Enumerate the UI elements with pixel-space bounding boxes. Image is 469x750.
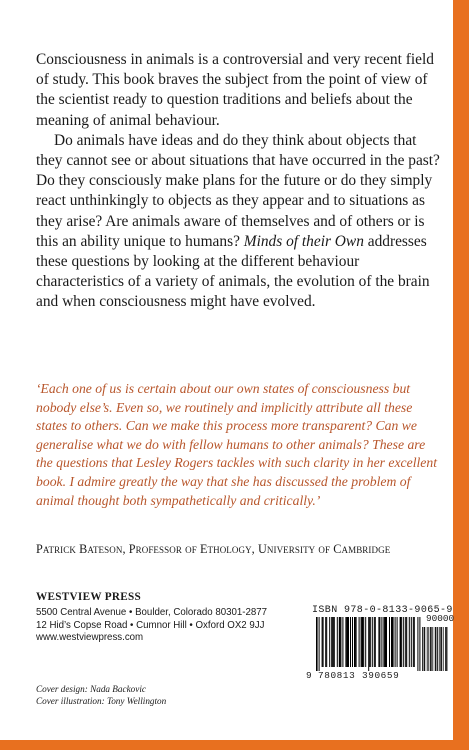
publisher-address-1: 5500 Central Avenue • Boulder, Colorado 80301-2877 xyxy=(36,607,268,618)
addon-bar xyxy=(440,627,441,671)
barcode-bar xyxy=(381,617,382,667)
cover-border-bottom xyxy=(0,740,469,750)
addon-bar xyxy=(446,627,447,671)
barcode-bar xyxy=(389,617,390,667)
barcode-bar xyxy=(329,617,330,667)
addon-bar xyxy=(436,627,437,671)
isbn-label: ISBN 978-0-8133-9065-9 xyxy=(312,605,453,616)
barcode-bar xyxy=(413,617,414,667)
addon-bar xyxy=(424,627,425,671)
barcode-addon-number: 90000 xyxy=(426,613,455,624)
barcode-bar xyxy=(403,617,404,667)
barcode-bar xyxy=(369,617,371,667)
book-title-italic: Minds of their Own xyxy=(243,232,364,250)
addon-barcode xyxy=(422,627,448,671)
barcode-bar xyxy=(319,617,320,671)
barcode-bar xyxy=(414,617,415,667)
barcode-bar xyxy=(378,617,379,667)
publisher-name: WESTVIEW PRESS xyxy=(36,591,142,603)
barcode-bar xyxy=(392,617,394,667)
barcode-bar xyxy=(375,617,376,667)
addon-bar xyxy=(437,627,438,671)
barcode-bar xyxy=(379,617,380,667)
barcode-bar xyxy=(322,617,323,667)
addon-bar xyxy=(424,627,425,671)
barcode-bar xyxy=(386,617,387,667)
barcode-bar xyxy=(359,617,360,667)
barcode-right-digits: 390659 xyxy=(362,670,400,681)
barcode-bar xyxy=(384,617,386,667)
cover-border-right xyxy=(453,0,469,750)
barcode-bar xyxy=(331,617,333,667)
barcode-bar xyxy=(383,617,384,667)
cover-design-credit: Cover design: Nada Backovic xyxy=(36,684,146,694)
barcode-bar xyxy=(400,617,402,667)
barcode-bar xyxy=(361,617,362,667)
barcode-bar xyxy=(409,617,410,667)
addon-bar xyxy=(441,627,442,671)
publisher-website: www.westviewpress.com xyxy=(36,632,144,644)
addon-bar xyxy=(439,627,440,671)
barcode-lead-digit: 9 xyxy=(306,670,313,681)
barcode-bar xyxy=(348,617,349,667)
publisher-address-2: 12 Hid’s Copse Road • Cumnor Hill • Oxford OX2 9JJ xyxy=(36,619,265,631)
cover-credits xyxy=(36,683,256,707)
barcode-bar xyxy=(406,617,407,667)
addon-bar xyxy=(445,627,446,671)
barcode-bar xyxy=(334,617,335,667)
addon-bar xyxy=(430,627,431,671)
barcode-bar xyxy=(316,617,318,671)
barcode-left-digits: 780813 xyxy=(318,670,356,681)
barcode-bar xyxy=(342,617,343,667)
barcode-bar xyxy=(374,617,375,667)
barcode-bar xyxy=(362,617,364,667)
barcode-bar xyxy=(340,617,341,667)
addon-bar xyxy=(428,627,429,671)
addon-bar xyxy=(432,627,433,671)
publisher-block xyxy=(36,591,276,645)
barcode-bar xyxy=(325,617,326,667)
barcode-bar xyxy=(339,617,341,667)
barcode-bar xyxy=(405,617,406,667)
ean-barcode xyxy=(316,617,420,671)
barcode-bar xyxy=(354,617,356,667)
barcode-bar xyxy=(365,617,366,667)
barcode-bar xyxy=(401,617,402,667)
blurb-paragraph-2-start: Do animals have ideas and do they think about objects that they cannot see or about situations that have occurred in the past? Do they consciously make plans for the future or do they simply react unthinkingly to objects as they appear and to situations as they arise? Are animals aware of themselves and of others or is this an ability unique to humans? xyxy=(36,131,440,250)
barcode-bar xyxy=(368,617,369,671)
barcode-bar xyxy=(411,617,412,667)
barcode-bar xyxy=(397,617,398,667)
barcode-bar xyxy=(395,617,396,667)
blurb-paragraph-2 xyxy=(36,131,441,313)
barcode-bar xyxy=(372,617,373,667)
blurb-paragraph-1: Consciousness in animals is a controversial and very recent field of study. This book braves the subject from the point of view of the scientist ready to question traditions and beliefs about the meaning of animal behaviour. xyxy=(36,51,434,129)
barcode-bar xyxy=(419,617,420,671)
barcode-bar xyxy=(345,617,346,667)
addon-bar xyxy=(431,627,432,671)
barcode-bar xyxy=(326,617,327,667)
cover-illustration-credit: Cover illustration: Tony Wellington xyxy=(36,696,167,707)
barcode-graphic xyxy=(314,617,448,673)
addon-bar xyxy=(435,627,436,671)
barcode-bar xyxy=(391,617,392,667)
blurb-paragraph-2-end: addresses these questions by looking at the different behaviour characteristics of a variety of animals, the evolution of the brain and when consciousness might have evolved. xyxy=(36,232,430,311)
barcode-bar xyxy=(417,617,418,671)
addon-bar xyxy=(443,627,444,671)
addon-bar xyxy=(427,627,428,671)
blurb-text xyxy=(36,50,441,313)
barcode-bar xyxy=(346,617,348,667)
barcode-bar xyxy=(337,617,338,667)
endorsement-quote: ‘Each one of us is certain about our own states of consciousness but nobody else’s. Even so, we routinely and implicitly attribute all these states to others. Can we make this process more transparent? Can we generalise what we do with fellow humans to other animals? These are the questions that Lesley Rogers tackles with such clarity in her excellent book. I admire greatly the way that she has discussed the problem of animal thought both sympathetically and critically.’ xyxy=(36,381,438,508)
barcode-bar xyxy=(350,617,351,667)
barcode-bar xyxy=(363,617,364,667)
barcode-bar xyxy=(352,617,353,667)
quote-attribution: Patrick Bateson, Professor of Ethology, University of Cambridge xyxy=(36,542,391,556)
barcode-bar xyxy=(356,617,357,667)
barcode-bar xyxy=(323,617,324,667)
addon-bar xyxy=(422,627,423,671)
barcode-bar xyxy=(333,617,334,667)
